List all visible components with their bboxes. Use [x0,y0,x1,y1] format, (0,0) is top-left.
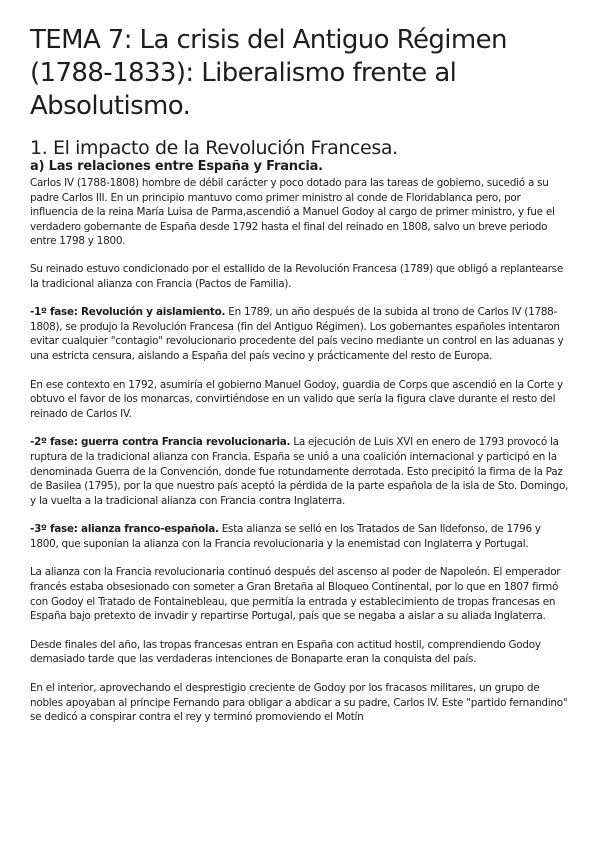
paragraph-4 [30,378,570,422]
paragraph-1-text: Carlos IV (1788-1808) hombre de débil carácter y poco dotado para las tareas de gobierno, sucedió a su padre Carlos III. En un principio mantuvo como primer ministro al conde de Floridablanca pero, por influencia de la reina María Luisa de Parma,ascendió a Manuel Godoy al cargo de primer ministro, y fue el verdadero gobernante de España desde 1792 hasta el final del reinado en 1808, salvo un breve periodo entre 1798 y 1800. [30,177,555,248]
paragraph-9-text: En el interior, aprovechando el desprestigio creciente de Godoy por los fracasos militares, un grupo de nobles apoyaban al príncipe Fernando para obligar a abdicar a su padre, Carlos IV. Este "partido fernandino" se dedicó a conspirar contra el rey y terminó promoviendo el Motín [30,682,568,724]
paragraph-7 [30,565,570,623]
page-title: TEMA 7: La crisis del Antiguo Régimen (1788-1833): Liberalismo frente al Absolutismo. [30,25,507,121]
phase-3-heading: -3º fase: alianza franco-española. [30,523,219,536]
paragraph-2 [30,262,570,291]
paragraph-4-text: En ese contexto en 1792, asumiría el gobierno Manuel Godoy, guardia de Corps que ascendió en la Corte y obtuvo el favor de los monarcas, convirtiéndose en un valido que sería la figura clave durante el resto del reinado de Carlos IV. [30,378,563,420]
paragraph-6-text: Esta alianza se selló en los Tratados de San Ildefonso, de 1796 y 1800, que suponían la alianza con la Francia revolucionaria y la enemistad con Inglaterra y Portugal. [30,523,541,550]
section-heading: 1. El impacto de la Revolución Francesa. [30,137,398,159]
paragraph-7-text: La alianza con la Francia revolucionaria continuó después del ascenso al poder de Napoleón. El emperador francés estaba obsesionado con someter a Gran Bretaña al Bloqueo Continental, por lo que en 1807 firmó con Godoy el Tratado de Fontainebleau, que permitía la entrada y establecimiento de tropas francesas en España bajo pretexto de invadir y repartirse Portugal, país que se negaba a aislar a su aliada Inglaterra. [30,566,561,623]
paragraph-9 [30,681,570,725]
paragraph-8 [30,638,570,667]
paragraph-8-text: Desde finales del año, las tropas francesas entran en España con actitud hostil, comprendiendo Godoy demasiado tarde que las verdaderas intenciones de Bonaparte eran la conquista del país. [30,638,541,666]
paragraph-6 [30,522,570,551]
paragraph-1 [30,176,570,249]
paragraph-3 [30,305,570,363]
paragraph-2-text: Su reinado estuvo condicionado por el estallido de la Revolución Francesa (1789) que obligó a replantearse la tradicional alianza con Francia (Pactos de Familia). [30,262,563,290]
paragraph-3-text: En 1789, un año después de la subida al trono de Carlos IV (1788-1808), se produjo la Revolución Francesa (fin del Antiguo Régimen). Los gobernantes españoles intentaron evitar cualquier "contagio" revolucionario procedente del país vecino mediante un control en las aduanas y una estricta censura, aislando a España del país vecino y prácticamente del resto de Europa. [30,306,564,362]
paragraph-5-text: La ejecución de Luis XVI en enero de 1793 provocó la ruptura de la tradicional alianza con Francia. España se unió a una coalición internacional y participó en la denominada Guerra de la Convención, donde fue rotundamente derrotada. Esto precipitó la firma de la Paz de Basilea (1795), por la que nuestro país aceptó la pérdida de la parte española de la isla de Sto. Domingo, y la vuelta a la tradicional alianza con Francia contra Inglaterra. [30,436,569,507]
paragraph-5 [30,435,570,508]
subsection-heading: a) Las relaciones entre España y Francia. [30,159,323,174]
phase-2-heading: -2º fase: guerra contra Francia revolucionaria. [30,436,291,449]
phase-1-heading: -1º fase: Revolución y aislamiento. [30,306,226,319]
